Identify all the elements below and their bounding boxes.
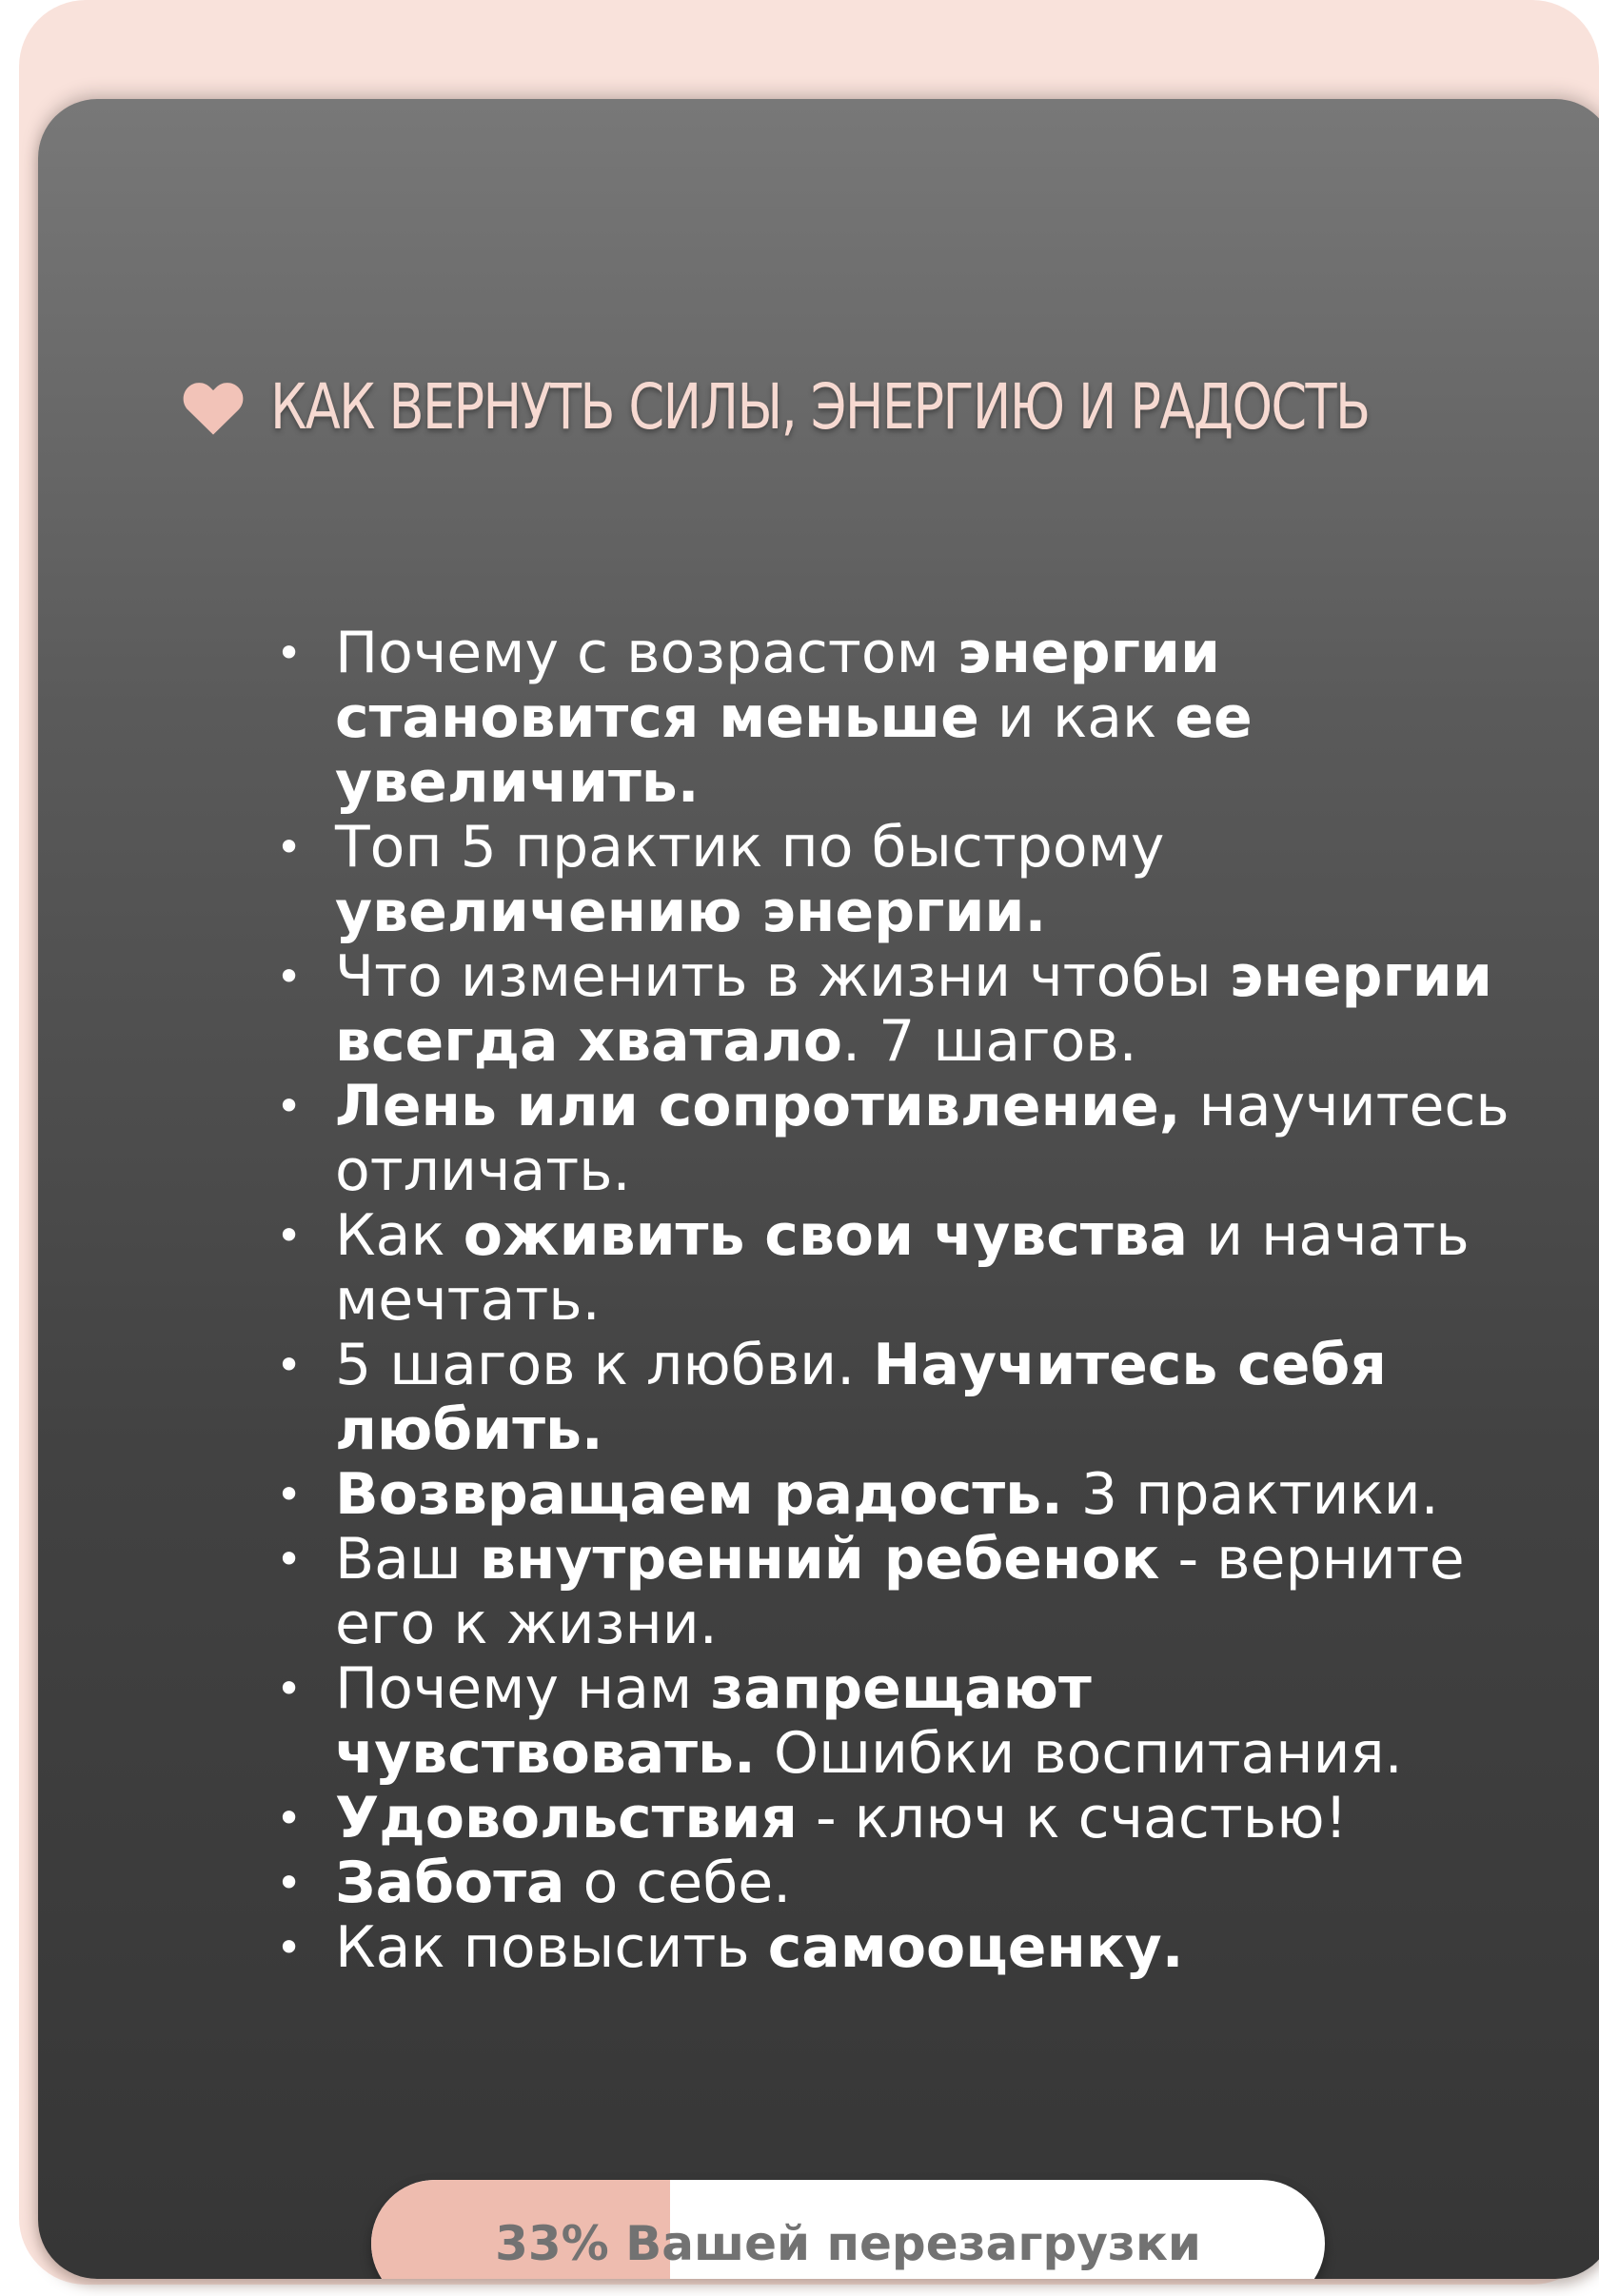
bullet-icon: • [276, 1534, 303, 1585]
topic-text [335, 1333, 1513, 1462]
topic-text-bold: Забота [335, 1850, 565, 1916]
bullet-icon: • [276, 951, 303, 1002]
topic-item [276, 1851, 1513, 1915]
topic-text-regular: . 7 шагов. [842, 1008, 1137, 1075]
topic-text-bold: Лень или сопротивление, [335, 1073, 1181, 1139]
bullet-icon: • [276, 627, 303, 679]
topic-text [335, 1656, 1513, 1786]
progress-label: 33% Вашей перезагрузки [495, 2216, 1201, 2271]
topic-text [335, 1915, 1513, 1980]
header [181, 354, 1561, 459]
topic-text-bold: самооценку. [767, 1914, 1184, 1981]
page-title: КАК ВЕРНУТЬ СИЛЫ, ЭНЕРГИЮ И РАДОСТЬ [270, 369, 1370, 444]
topic-item [276, 1527, 1513, 1656]
topic-item [276, 815, 1513, 944]
topic-text-regular: о себе. [564, 1850, 792, 1916]
topic-text-regular: Как повысить [335, 1914, 768, 1981]
heart-icon [181, 377, 246, 436]
topic-text [335, 1074, 1513, 1203]
bullet-icon: • [276, 1210, 303, 1261]
topic-text-regular: Что изменить в жизни чтобы [335, 943, 1230, 1010]
topic-text [335, 621, 1513, 815]
topic-text-bold: энергии становится меньше [335, 620, 1220, 751]
topic-text [335, 1203, 1513, 1333]
topic-text-bold: Научитесь себя любить. [335, 1332, 1387, 1463]
topic-text-regular: - ключ к счастью! [797, 1785, 1348, 1851]
topic-text [335, 815, 1513, 944]
topic-text-regular: Ошибки воспитания. [755, 1720, 1403, 1787]
outer-card [19, 0, 1599, 2285]
topic-text-regular: Почему нам [335, 1655, 711, 1722]
topic-text [335, 1851, 1513, 1915]
topic-text-regular: - верните его к жизни. [335, 1526, 1465, 1657]
topic-item [276, 1203, 1513, 1333]
topic-item [276, 1786, 1513, 1851]
topic-text-bold: Возвращаем радость. [335, 1461, 1063, 1528]
topic-item [276, 1333, 1513, 1462]
topic-text [335, 1786, 1513, 1851]
bullet-icon: • [276, 821, 303, 873]
topic-item [276, 1915, 1513, 1980]
bullet-icon: • [276, 1080, 303, 1132]
topic-item [276, 1462, 1513, 1527]
topic-item [276, 944, 1513, 1074]
topic-text [335, 944, 1513, 1074]
topic-item [276, 621, 1513, 815]
bullet-icon: • [276, 1857, 303, 1909]
bullet-icon: • [276, 1663, 303, 1714]
topic-text-bold: увеличению энергии. [335, 879, 1047, 945]
topic-item [276, 1656, 1513, 1786]
topic-text-regular: и начать мечтать. [335, 1202, 1470, 1334]
course-card [38, 99, 1599, 2279]
bullet-icon: • [276, 1792, 303, 1844]
topic-list [276, 621, 1513, 1980]
topic-text-regular: Почему с возрастом [335, 620, 957, 686]
topic-text [335, 1462, 1513, 1527]
topic-text-bold: оживить свои чувства [463, 1202, 1189, 1269]
topic-text-regular: Как [335, 1202, 464, 1269]
topic-text-bold: энергии всегда хватало [335, 943, 1492, 1075]
bullet-icon: • [276, 1469, 303, 1520]
topic-text-bold: ее увеличить. [335, 684, 1253, 816]
topic-text-regular: 5 шагов к любви. [335, 1332, 874, 1398]
topic-item [276, 1074, 1513, 1203]
topic-text-regular: Топ 5 практик по быстрому [335, 814, 1165, 881]
topic-text-regular: научитесь отличать. [335, 1073, 1510, 1204]
bullet-icon: • [276, 1922, 303, 1973]
bullet-icon: • [276, 1339, 303, 1391]
topic-text-regular: 3 практики. [1062, 1461, 1439, 1528]
topic-text-regular: Ваш [335, 1526, 480, 1593]
topic-text-bold: внутренний ребенок [479, 1526, 1160, 1593]
progress-bar [371, 2180, 1325, 2279]
topic-text-bold: Удовольствия [335, 1785, 798, 1851]
topic-text [335, 1527, 1513, 1656]
topic-text-regular: и как [978, 684, 1175, 751]
topic-text-bold: запрещают чувствовать. [335, 1655, 1092, 1787]
